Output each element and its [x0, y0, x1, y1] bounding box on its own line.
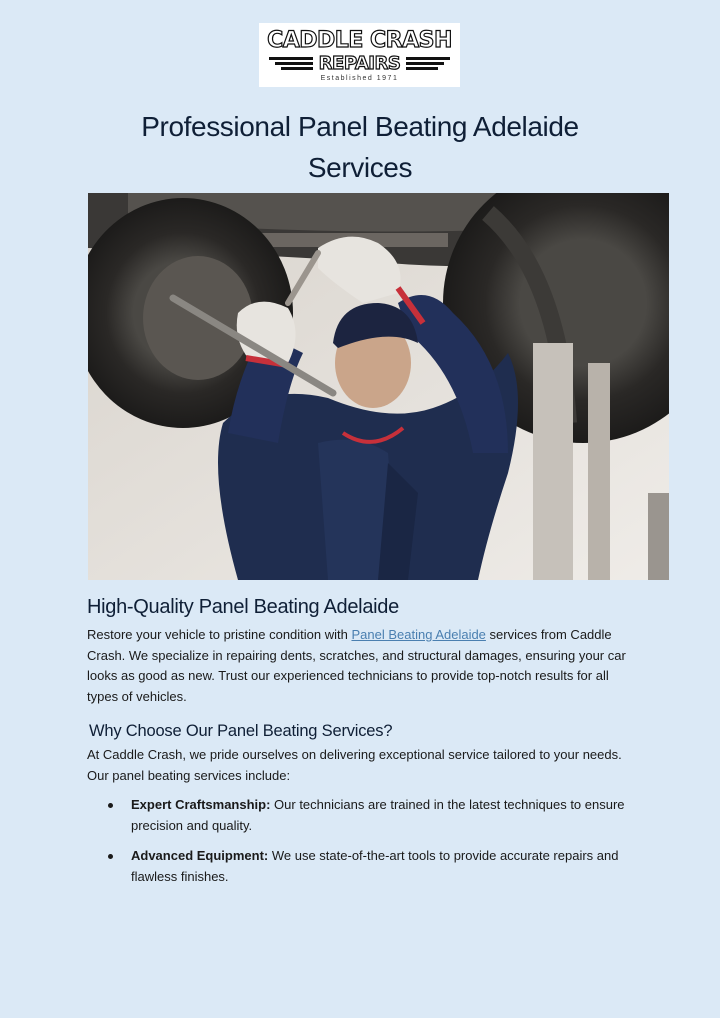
panel-beating-adelaide-link[interactable]: Panel Beating Adelaide — [351, 627, 486, 642]
section1-paragraph — [87, 625, 633, 708]
feature-title: Expert Craftsmanship: — [131, 797, 271, 812]
logo-tagline: Established 1971 — [320, 74, 399, 82]
feature-list — [0, 795, 637, 898]
hero-image — [88, 193, 669, 580]
list-item — [0, 846, 637, 887]
feature-title: Advanced Equipment: — [131, 848, 269, 864]
feature-text: Our technicians are trained in the latest techniques to ensure precision and quality. — [131, 797, 625, 833]
page-title: Professional Panel Beating Adelaide Services — [141, 111, 579, 183]
logo-row2 — [269, 54, 451, 74]
mechanic-under-car-photo-icon — [88, 193, 669, 580]
section1-heading: High-Quality Panel Beating Adelaide — [87, 596, 399, 618]
logo-speed-bars-right — [406, 57, 450, 70]
section2-heading: Why Choose Our Panel Beating Services? — [89, 722, 393, 740]
logo-speed-bars-left — [269, 57, 313, 70]
caddle-crash-logo[interactable] — [259, 23, 460, 87]
section2-intro: At Caddle Crash, we pride ourselves on delivering exceptional service tailored to your needs. Our panel beating services include: — [87, 747, 622, 783]
logo-line1: CADDLE CRASH — [267, 27, 452, 53]
section1-text-before: Restore your vehicle to pristine condition with — [87, 627, 352, 642]
section1-text-after: services from Caddle Crash. We specialize in repairing dents, scratches, and structural damages, ensuring your car looks as good as new. Trust our experienced technicians to provide top-notch results for all types of vehicles. — [87, 627, 626, 705]
feature-text: We use state-of-the-art tools to provide accurate repairs and flawless finishes. — [131, 848, 619, 885]
list-item — [0, 795, 637, 836]
logo-line2: REPAIRS — [318, 52, 401, 74]
